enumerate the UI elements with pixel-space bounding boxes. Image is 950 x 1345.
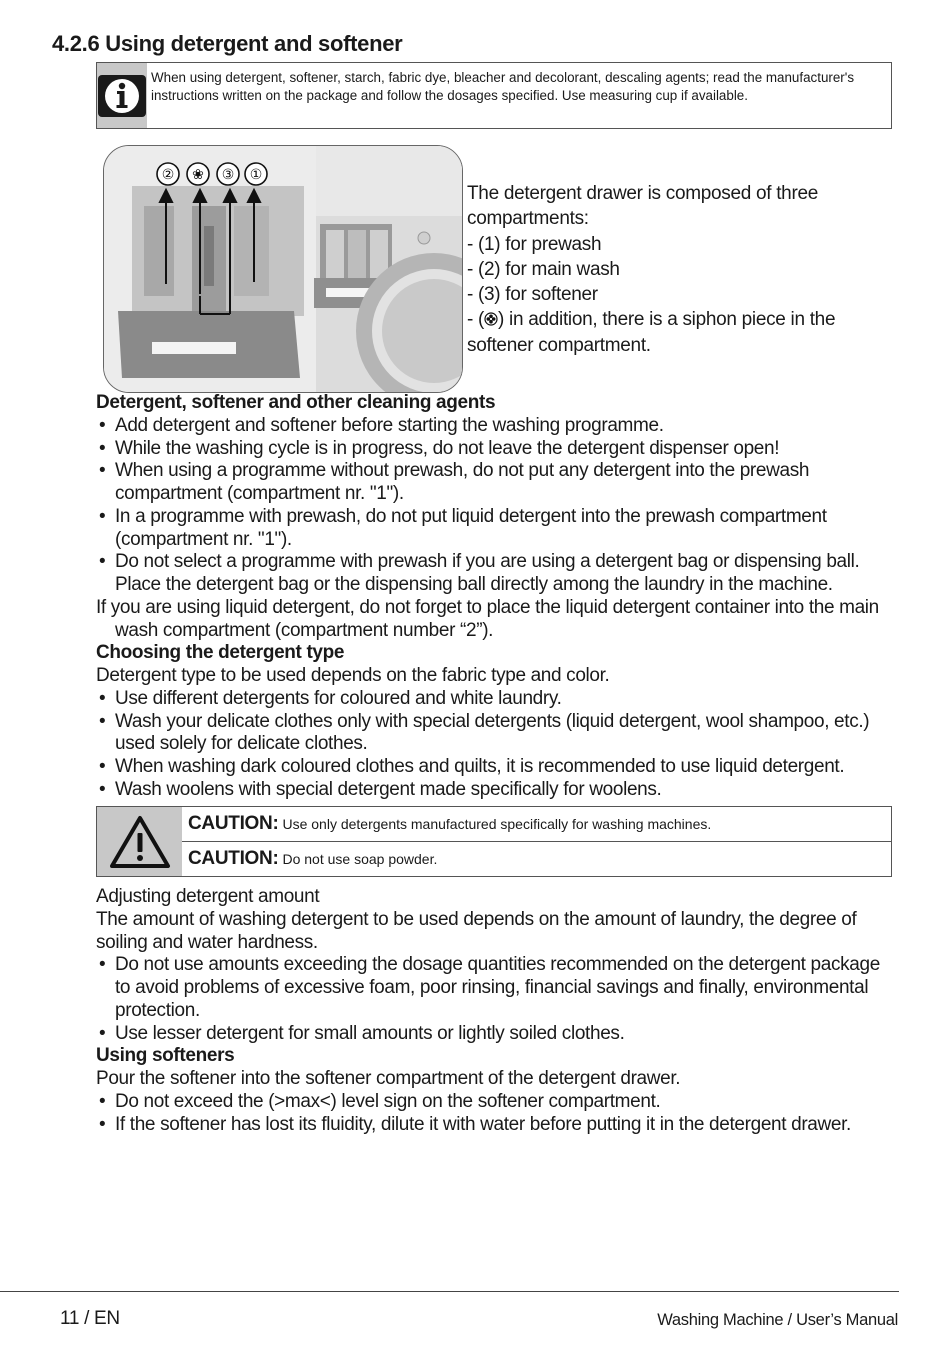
caution-icon-cell [97, 807, 182, 876]
manual-title: Washing Machine / User’s Manual [657, 1311, 898, 1329]
drawer-item-main-wash: - (2) for main wash [467, 258, 620, 280]
drawer-intro: The detergent drawer is composed of three compartments: [467, 183, 819, 230]
softeners-bullet: • Do not exceed the (>max<) level sign on the softener compartment. [96, 1091, 896, 1114]
siphon-flower-icon [484, 312, 498, 326]
caution-label: CAUTION: [188, 848, 279, 869]
caution-text: Do not use soap powder. [282, 851, 438, 867]
section-title: 4.2.6 Using detergent and softener [52, 31, 403, 56]
info-icon-cell [97, 63, 147, 128]
softeners-bullet: • If the softener has lost its fluidity, dilute it with water before putting it in the detergent drawer. [96, 1114, 896, 1137]
page-number: 11 / EN [60, 1308, 120, 1329]
agents-bullet: • When using a programme without prewash, do not put any detergent into the prewash compartment (compartment nr. "1"). [96, 460, 896, 506]
amount-heading: Adjusting detergent amount [96, 886, 320, 907]
footer-divider [0, 1291, 899, 1292]
compartment-label-siphon: ❀ [192, 167, 204, 183]
compartment-label-2: ② [161, 167, 175, 183]
caution-box [96, 806, 892, 877]
amount-bullet: • Use lesser detergent for small amounts or lightly soiled clothes. [96, 1023, 896, 1046]
agents-bullet: • While the washing cycle is in progress, do not leave the detergent dispenser open! [96, 438, 896, 461]
caution-text: Use only detergents manufactured specifically for washing machines. [282, 816, 712, 832]
agents-bullet: • Do not select a programme with prewash if you are using a detergent bag or dispensing ball. Place the detergent bag or the dispensing ball directly among the laundry in the machine. [96, 551, 896, 597]
caution-rows [182, 807, 891, 876]
liquid-detergent-note: If you are using liquid detergent, do not forget to place the liquid detergent container into the main wash compartment (compartment number “2”). [96, 596, 879, 641]
agents-heading: Detergent, softener and other cleaning agents [96, 392, 496, 413]
caution-row [182, 841, 891, 876]
amount-intro: The amount of washing detergent to be used depends on the amount of laundry, the degree of soiling and water hardness. [96, 908, 857, 953]
detergent-type-bullet: • Wash your delicate clothes only with special detergents (liquid detergent, wool shampoo, etc.) used solely for delicate clothes. [96, 711, 896, 757]
agents-section [96, 392, 896, 802]
info-note-text: When using detergent, softener, starch, fabric dye, bleacher and decolorant, descaling agents; read the manufacturer's instructions written on the package and follow the dosages specified. Use measuring cup if available. [151, 70, 855, 103]
drawer-item-softener: - (3) for softener [467, 284, 598, 306]
amount-bullet: • Do not use amounts exceeding the dosage quantities recommended on the detergent package to avoid problems of excessive foam, poor rinsing, financial savings and finally, environmental protection. [96, 954, 896, 1022]
drawer-description [467, 181, 847, 358]
caution-row [182, 807, 891, 841]
detergent-type-bullet: • Wash woolens with special detergent made specifically for woolens. [96, 779, 896, 802]
caution-label: CAUTION: [188, 813, 279, 834]
amount-section [96, 886, 896, 1136]
softeners-intro: Pour the softener into the softener compartment of the detergent drawer. [96, 1068, 681, 1089]
compartment-label-1: ① [249, 167, 263, 183]
softeners-heading: Using softeners [96, 1045, 235, 1067]
drawer-item-prewash: - (1) for prewash [467, 233, 602, 255]
compartment-label-3: ③ [221, 167, 235, 183]
agents-bullet: • Add detergent and softener before starting the washing programme. [96, 415, 896, 438]
warning-triangle-icon [109, 815, 171, 869]
info-note [96, 62, 892, 129]
drawer-item-siphon [467, 307, 847, 358]
siphon-prefix: - ( [467, 309, 485, 331]
detergent-type-bullet: • Use different detergents for coloured and white laundry. [96, 688, 896, 711]
detergent-type-heading: Choosing the detergent type [96, 642, 345, 664]
info-icon [97, 74, 147, 118]
agents-bullet: • In a programme with prewash, do not put liquid detergent into the prewash compartment (compartment nr. "1"). [96, 506, 896, 552]
detergent-drawer-figure [103, 145, 463, 393]
siphon-text: ) in addition, there is a siphon piece in the softener compartment. [467, 309, 836, 356]
detergent-type-bullet: • When washing dark coloured clothes and quilts, it is recommended to use liquid detergent. [96, 756, 896, 779]
detergent-type-intro: Detergent type to be used depends on the fabric type and color. [96, 665, 610, 686]
detergent-drawer-illustration [104, 146, 462, 392]
